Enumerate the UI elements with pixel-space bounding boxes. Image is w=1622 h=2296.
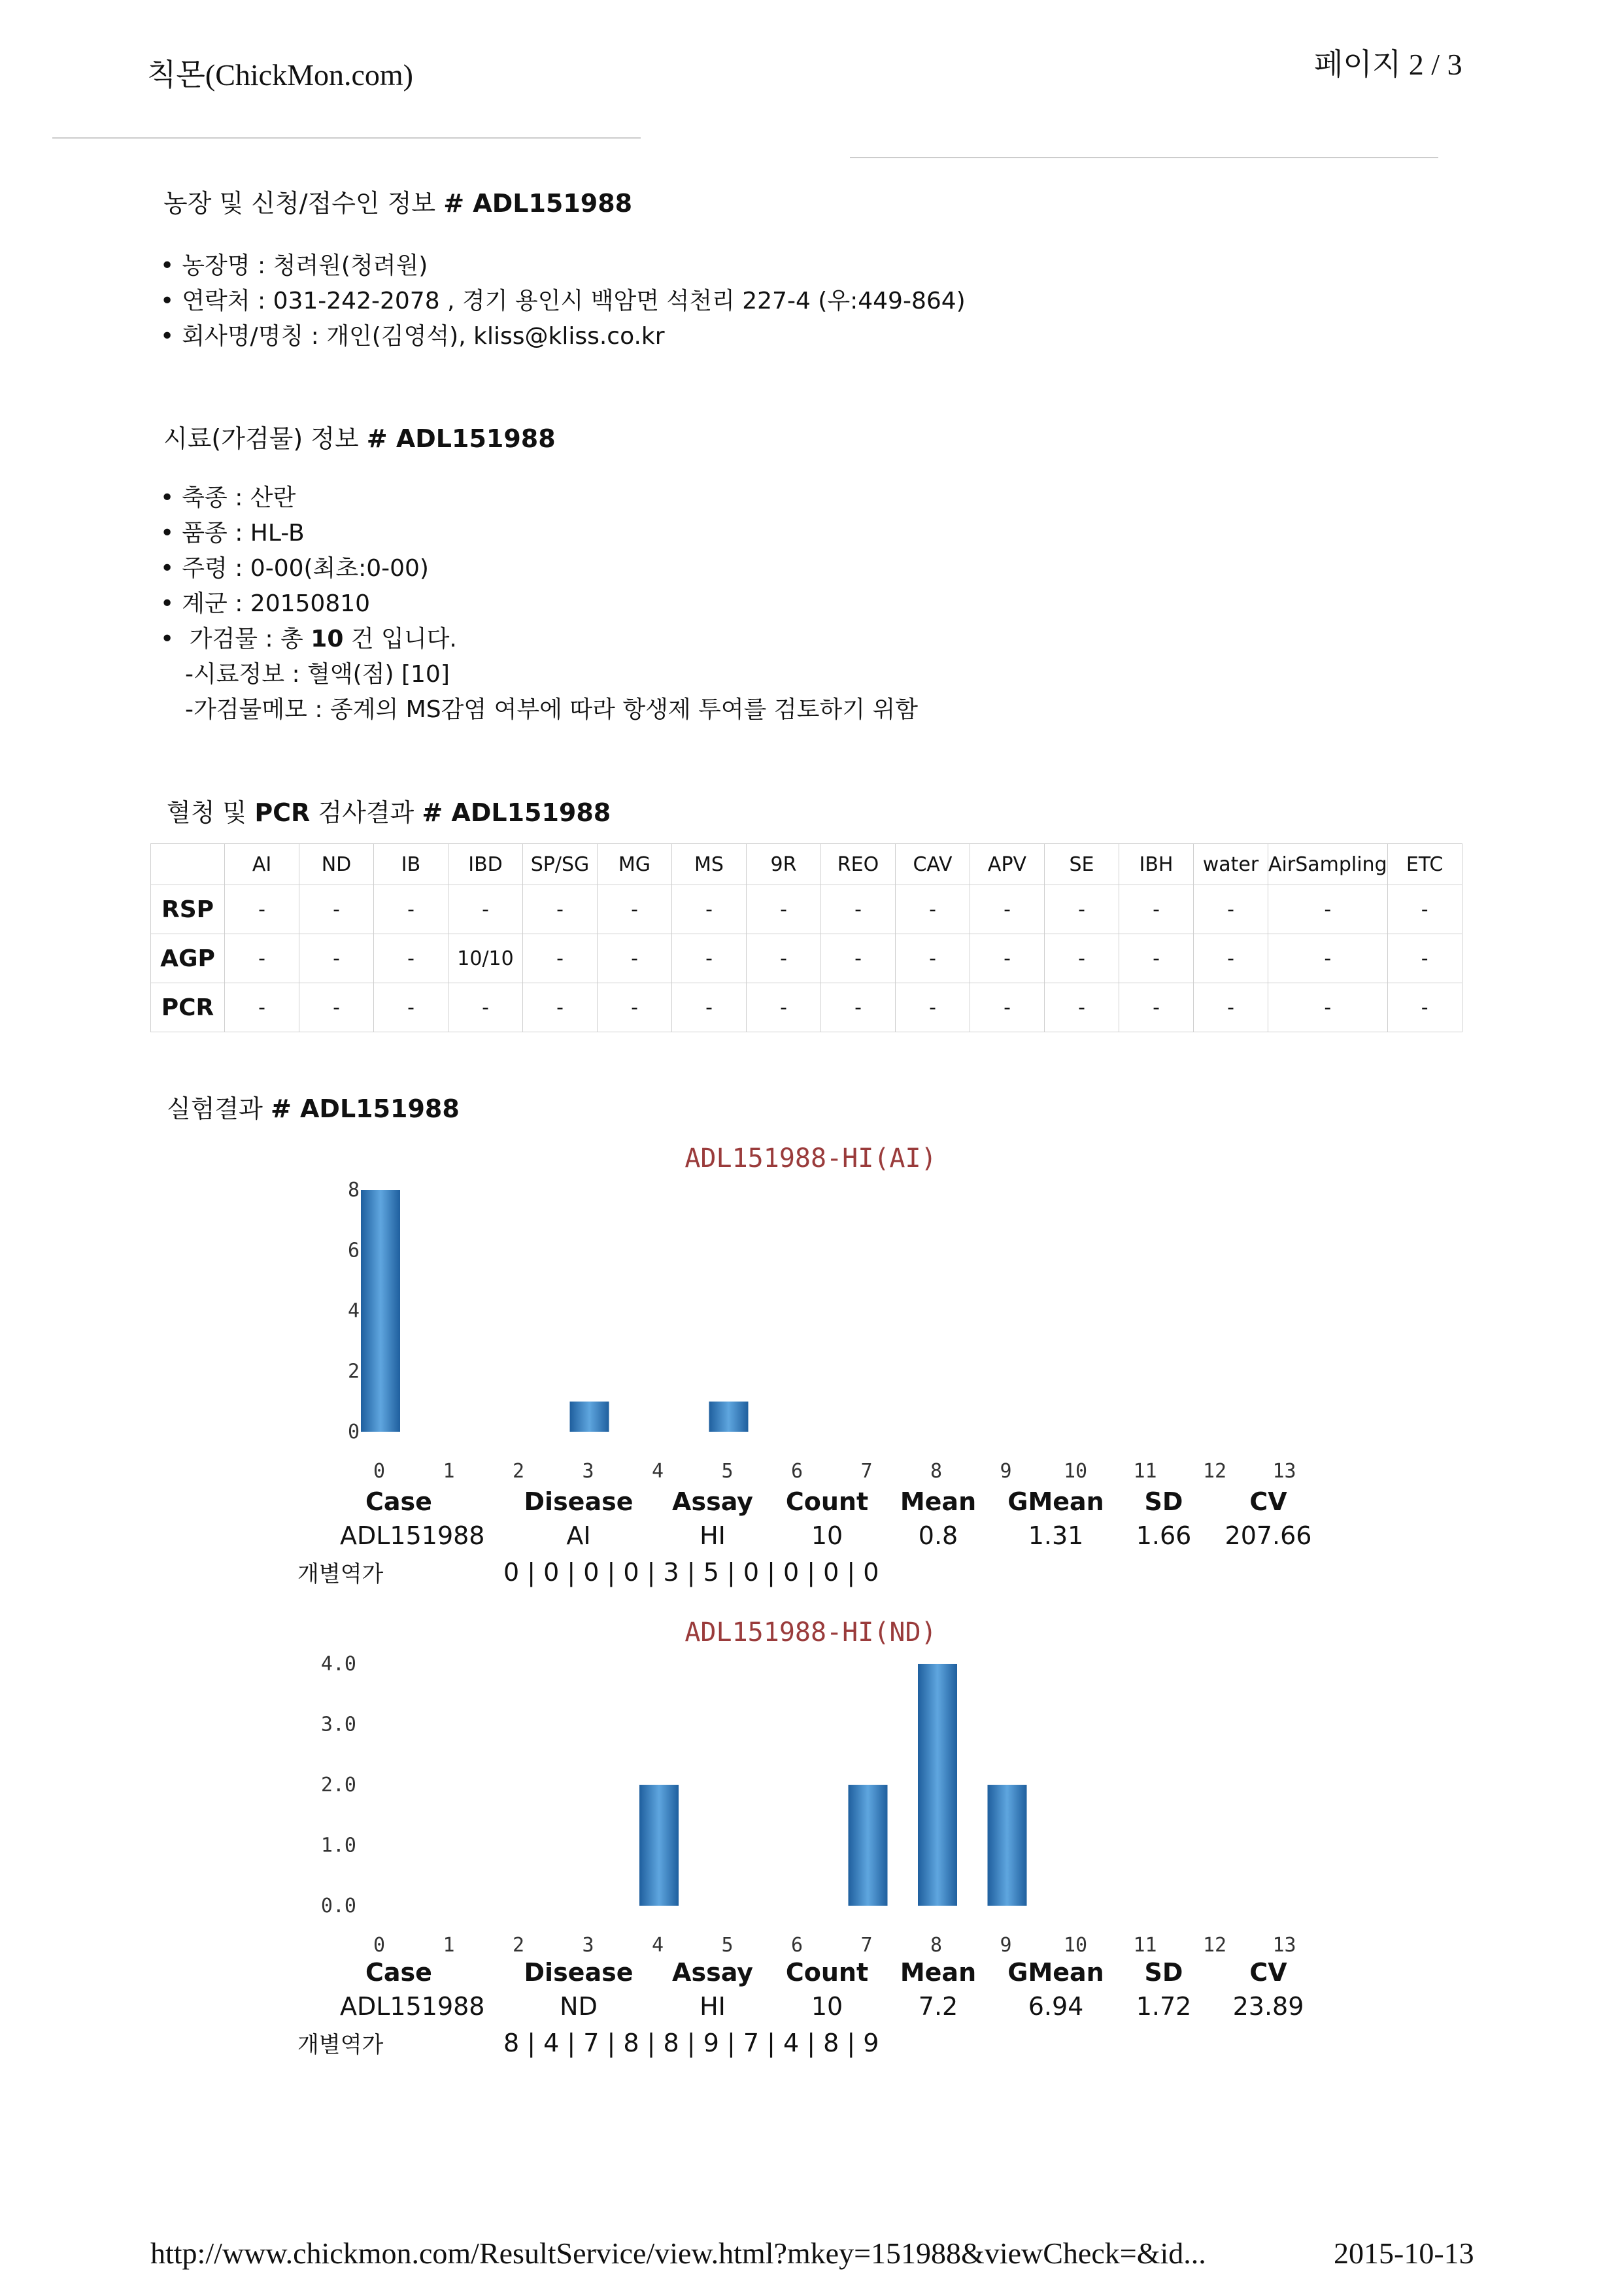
- table-cell: -: [1268, 934, 1388, 983]
- table-cell: -: [672, 983, 747, 1032]
- table-cell: -: [225, 934, 299, 983]
- farm-company: • 회사명/명칭 : 개인(김영석), kliss@kliss.co.kr: [160, 319, 966, 354]
- bar: [918, 1664, 957, 1906]
- table-cell: -: [747, 885, 821, 934]
- y-tick-label: 3.0: [320, 1713, 356, 1736]
- scan-noise: [52, 137, 641, 139]
- stat-header: GMean: [1007, 1958, 1104, 1987]
- farm-title-text: 농장 및 신청/접수인 정보: [163, 189, 436, 218]
- x-tick-label: 10: [1063, 1934, 1088, 1957]
- x-tick-label: 8: [930, 1460, 943, 1483]
- table-cell: -: [598, 983, 672, 1032]
- column-header: MG: [598, 844, 672, 885]
- stat-value: 10: [811, 1992, 843, 2021]
- column-header: CAV: [896, 844, 970, 885]
- column-header: APV: [970, 844, 1045, 885]
- table-cell: -: [672, 934, 747, 983]
- test-title-mid: 검사결과: [318, 798, 414, 827]
- individual-titer-values: 8 | 4 | 7 | 8 | 8 | 9 | 7 | 4 | 8 | 9: [503, 2029, 879, 2057]
- x-tick-label: 9: [1000, 1934, 1012, 1957]
- footer-url: http://www.chickmon.com/ResultService/view.html?mkey=151988&viewCheck=&id...: [150, 2237, 1206, 2270]
- table-cell: -: [225, 885, 299, 934]
- stat-header: Disease: [524, 1487, 634, 1516]
- column-header: REO: [821, 844, 896, 885]
- column-header: 9R: [747, 844, 821, 885]
- site-name: 칙몬(ChickMon.com): [147, 58, 413, 92]
- stat-header: SD: [1144, 1958, 1183, 1987]
- table-cell: -: [896, 885, 970, 934]
- row-label: AGP: [151, 934, 225, 983]
- table-cell: -: [821, 983, 896, 1032]
- stat-value: 23.89: [1232, 1992, 1304, 2021]
- sample-count-prefix: 가검물 : 총: [189, 626, 311, 652]
- sample-species: • 축종 : 산란: [160, 481, 457, 516]
- stat-value: 1.66: [1136, 1521, 1192, 1550]
- farm-title-id: # ADL151988: [443, 189, 633, 218]
- table-cell: -: [896, 934, 970, 983]
- test-title-bold: PCR: [254, 798, 311, 827]
- x-tick-label: 4: [651, 1934, 664, 1957]
- x-tick-label: 0: [373, 1934, 386, 1957]
- sample-count: [160, 622, 457, 657]
- stat-value: 207.66: [1225, 1521, 1312, 1550]
- column-header: AirSampling: [1268, 844, 1388, 885]
- results-title-id: # ADL151988: [270, 1094, 460, 1123]
- sample-count-suffix: 건 입니다.: [343, 626, 457, 652]
- column-header: IB: [374, 844, 448, 885]
- x-tick-label: 6: [790, 1460, 803, 1483]
- stat-header: Disease: [524, 1958, 634, 1987]
- x-tick-label: 2: [512, 1460, 525, 1483]
- table-cell: -: [970, 885, 1045, 934]
- stat-header: CV: [1249, 1958, 1287, 1987]
- individual-titer-values: 0 | 0 | 0 | 0 | 3 | 5 | 0 | 0 | 0 | 0: [503, 1558, 879, 1587]
- corner-cell: [151, 844, 225, 885]
- stat-header: Mean: [900, 1958, 977, 1987]
- table-cell: -: [970, 983, 1045, 1032]
- table-cell: -: [821, 934, 896, 983]
- table-cell: -: [598, 885, 672, 934]
- y-tick-label: 6: [347, 1239, 360, 1262]
- stat-header: Case: [365, 1958, 432, 1987]
- stat-value: 1.72: [1136, 1992, 1192, 2021]
- table-cell: -: [448, 983, 523, 1032]
- row-label: PCR: [151, 983, 225, 1032]
- farm-info-list: [160, 248, 966, 354]
- table-cell: -: [747, 934, 821, 983]
- stat-header: Assay: [672, 1487, 753, 1516]
- chart-hi-nd: [294, 1605, 1406, 1958]
- x-tick-label: 2: [512, 1934, 525, 1957]
- stat-header: GMean: [1007, 1487, 1104, 1516]
- test-results-table: [150, 843, 1462, 1032]
- sample-section-title: [163, 418, 556, 454]
- sample-info-list: [160, 481, 457, 657]
- table-cell: -: [1045, 885, 1119, 934]
- page-number: 페이지 2 / 3: [1314, 48, 1462, 81]
- x-tick-label: 10: [1063, 1460, 1088, 1483]
- table-cell: 10/10: [448, 934, 523, 983]
- y-tick-label: 4: [347, 1300, 360, 1323]
- column-header: MS: [672, 844, 747, 885]
- sample-memo: -가검물메모 : 종계의 MS감염 여부에 따라 항생제 투여를 검토하기 위함: [185, 696, 918, 723]
- stat-value: HI: [700, 1521, 726, 1550]
- table-cell: -: [1268, 885, 1388, 934]
- stat-value: AI: [566, 1521, 591, 1550]
- table-cell: -: [299, 983, 374, 1032]
- stat-header: SD: [1144, 1487, 1183, 1516]
- test-title-prefix: 혈청 및: [167, 798, 247, 827]
- table-cell: -: [299, 934, 374, 983]
- table-cell: -: [1045, 934, 1119, 983]
- table-cell: -: [374, 885, 448, 934]
- bar: [639, 1785, 679, 1906]
- bar: [849, 1785, 888, 1906]
- table-cell: -: [523, 885, 598, 934]
- x-tick-label: 4: [651, 1460, 664, 1483]
- x-tick-label: 11: [1133, 1934, 1157, 1957]
- stat-header: Mean: [900, 1487, 977, 1516]
- table-cell: -: [448, 885, 523, 934]
- table-cell: -: [672, 885, 747, 934]
- table-cell: -: [1387, 885, 1462, 934]
- bar: [361, 1190, 400, 1432]
- chart-title: ADL151988-HI(ND): [684, 1617, 937, 1647]
- table-cell: -: [299, 885, 374, 934]
- table-cell: -: [523, 983, 598, 1032]
- table-cell: -: [523, 934, 598, 983]
- farm-contact: • 연락처 : 031-242-2078 , 경기 용인시 백암면 석천리 227-4 (우:449-864): [160, 284, 966, 319]
- x-tick-label: 5: [721, 1934, 734, 1957]
- table-row: [151, 885, 1462, 934]
- sample-sub-info: [160, 657, 918, 728]
- stats-block-ai: [0, 1487, 1622, 1605]
- column-header: IBD: [448, 844, 523, 885]
- x-tick-label: 5: [721, 1460, 734, 1483]
- y-tick-label: 0.0: [320, 1895, 356, 1917]
- column-header: SE: [1045, 844, 1119, 885]
- table-cell: -: [1119, 983, 1194, 1032]
- table-cell: -: [1119, 934, 1194, 983]
- bar: [709, 1402, 749, 1432]
- table-cell: -: [821, 885, 896, 934]
- sample-flock: • 계군 : 20150810: [160, 586, 457, 622]
- stat-header: Case: [365, 1487, 432, 1516]
- table-row: [151, 934, 1462, 983]
- individual-titer-label: 개별역가: [297, 2032, 384, 2058]
- table-cell: -: [896, 983, 970, 1032]
- x-tick-label: 11: [1133, 1460, 1157, 1483]
- table-cell: -: [374, 934, 448, 983]
- stat-value: 6.94: [1028, 1992, 1084, 2021]
- table-cell: -: [1268, 983, 1388, 1032]
- stat-value: 1.31: [1028, 1521, 1084, 1550]
- x-tick-label: 13: [1272, 1460, 1296, 1483]
- table-cell: -: [1194, 983, 1268, 1032]
- table-cell: -: [225, 983, 299, 1032]
- y-tick-label: 0: [347, 1421, 360, 1443]
- y-tick-label: 8: [347, 1179, 360, 1202]
- sample-title-id: # ADL151988: [366, 424, 556, 453]
- test-section-title: [167, 792, 611, 828]
- sample-breed: • 품종 : HL-B: [160, 516, 457, 551]
- row-label: RSP: [151, 885, 225, 934]
- stat-header: CV: [1249, 1487, 1287, 1516]
- x-tick-label: 0: [373, 1460, 386, 1483]
- stat-value: HI: [700, 1992, 726, 2021]
- table-cell: -: [1194, 934, 1268, 983]
- stat-value: ADL151988: [340, 1521, 485, 1550]
- results-title-text: 실험결과: [167, 1094, 263, 1123]
- bar: [988, 1785, 1027, 1906]
- x-tick-label: 1: [443, 1460, 455, 1483]
- table-cell: -: [1194, 885, 1268, 934]
- y-tick-label: 2.0: [320, 1774, 356, 1797]
- table-cell: -: [374, 983, 448, 1032]
- stat-value: 10: [811, 1521, 843, 1550]
- column-header: IBH: [1119, 844, 1194, 885]
- y-tick-label: 4.0: [320, 1653, 356, 1676]
- chart-title: ADL151988-HI(AI): [684, 1143, 937, 1173]
- y-tick-label: 2: [347, 1360, 360, 1383]
- x-tick-label: 7: [860, 1934, 873, 1957]
- stat-header: Assay: [672, 1958, 753, 1987]
- scan-noise: [850, 157, 1438, 158]
- stat-value: ADL151988: [340, 1992, 485, 2021]
- sample-count-value: 10: [311, 626, 344, 652]
- stat-value: ND: [560, 1992, 598, 2021]
- sample-info-detail: -시료정보 : 혈액(점) [10]: [185, 661, 450, 688]
- x-tick-label: 13: [1272, 1934, 1296, 1957]
- sample-age: • 주령 : 0-00(최초:0-00): [160, 551, 457, 586]
- x-tick-label: 3: [582, 1934, 594, 1957]
- stat-value: 0.8: [918, 1521, 958, 1550]
- stat-value: 7.2: [918, 1992, 958, 2021]
- column-header: ND: [299, 844, 374, 885]
- x-tick-label: 1: [443, 1934, 455, 1957]
- table-cell: -: [1387, 934, 1462, 983]
- table-row: [151, 983, 1462, 1032]
- x-tick-label: 8: [930, 1934, 943, 1957]
- column-header: ETC: [1387, 844, 1462, 885]
- results-section-title: [167, 1089, 460, 1124]
- farm-name: • 농장명 : 청려원(청려원): [160, 248, 966, 284]
- table-cell: -: [1119, 885, 1194, 934]
- stats-block-nd: [0, 1958, 1622, 2076]
- x-tick-label: 9: [1000, 1460, 1012, 1483]
- sample-title-text: 시료(가검물) 정보: [163, 424, 359, 453]
- y-tick-label: 1.0: [320, 1834, 356, 1857]
- table-cell: -: [1045, 983, 1119, 1032]
- table-header-row: [151, 844, 1462, 885]
- stat-header: Count: [785, 1958, 869, 1987]
- test-title-id: # ADL151988: [422, 798, 611, 827]
- table-cell: -: [970, 934, 1045, 983]
- table-cell: -: [747, 983, 821, 1032]
- footer-date: 2015-10-13: [1334, 2237, 1474, 2270]
- farm-section-title: [163, 183, 632, 219]
- x-tick-label: 12: [1202, 1460, 1227, 1483]
- x-tick-label: 6: [790, 1934, 803, 1957]
- table-cell: -: [1387, 983, 1462, 1032]
- x-tick-label: 7: [860, 1460, 873, 1483]
- column-header: AI: [225, 844, 299, 885]
- individual-titer-label: 개별역가: [297, 1561, 384, 1587]
- bar: [570, 1402, 609, 1432]
- x-tick-label: 12: [1202, 1934, 1227, 1957]
- table-cell: -: [598, 934, 672, 983]
- column-header: SP/SG: [523, 844, 598, 885]
- stat-header: Count: [785, 1487, 869, 1516]
- x-tick-label: 3: [582, 1460, 594, 1483]
- column-header: water: [1194, 844, 1268, 885]
- chart-hi-ai: [294, 1131, 1406, 1484]
